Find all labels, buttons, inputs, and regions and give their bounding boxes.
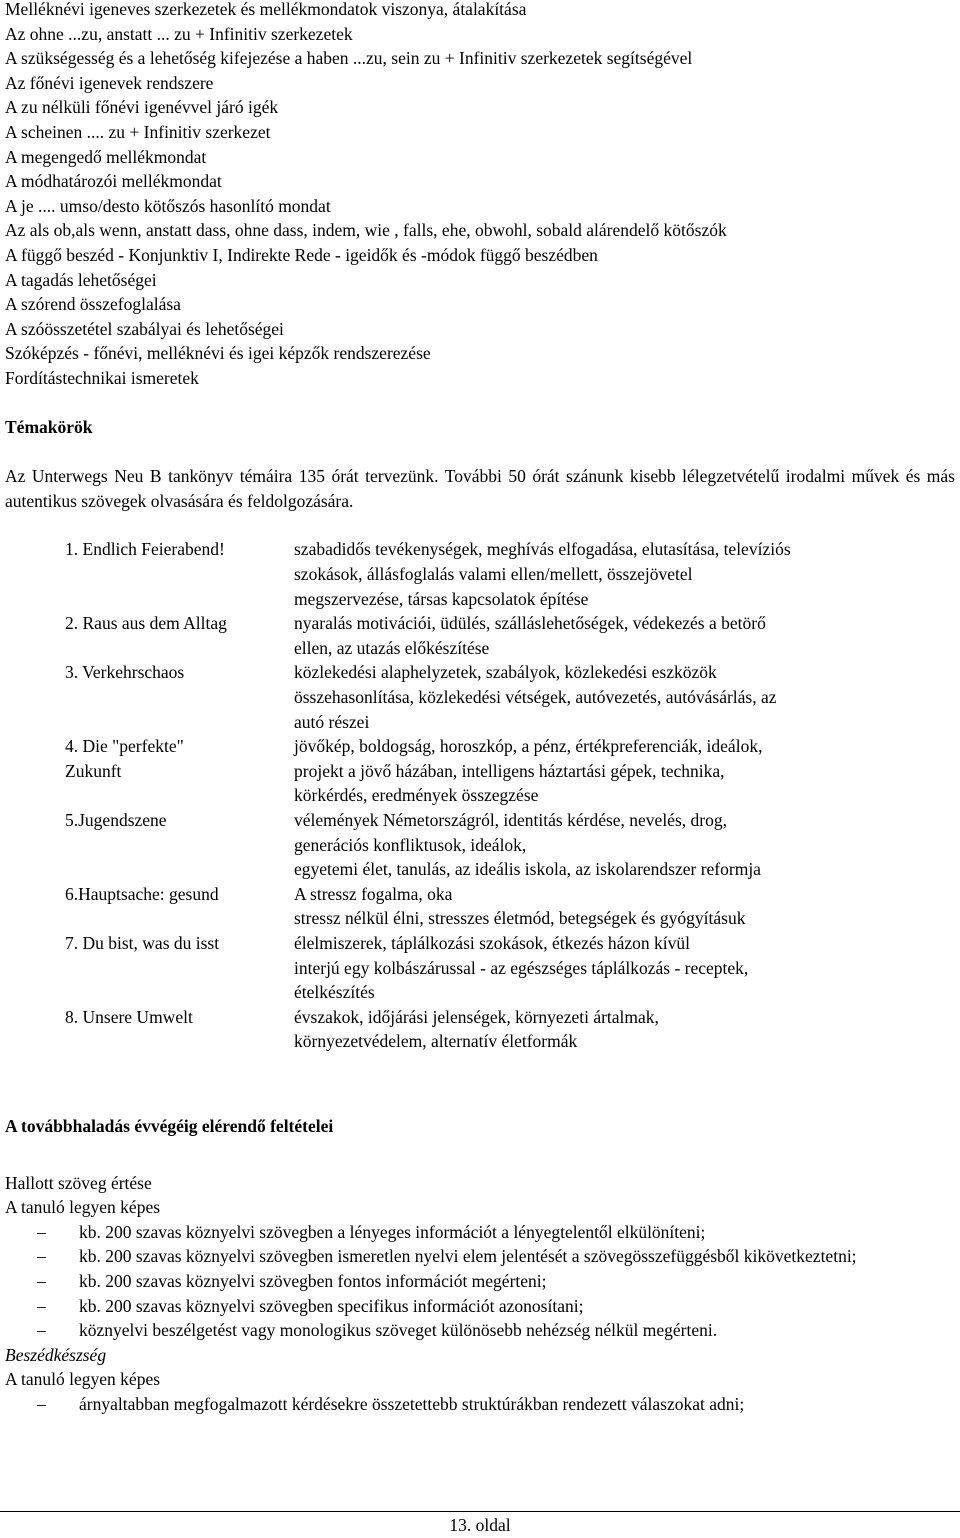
topic-row [65, 808, 955, 882]
topic-row [65, 1005, 955, 1054]
topic-row [65, 660, 955, 734]
topic-description: nyaralás motivációi, üdülés, szálláslehetőségek, védekezés a betörő ellen, az utazás előkészítése [294, 613, 766, 658]
grammar-topics-list [5, 0, 955, 391]
topic-title: 1. Endlich Feierabend! [65, 539, 225, 560]
topic-description: közlekedési alaphelyzetek, szabályok, közlekedési eszközök összehasonlítása, közlekedési vétségek, autóvezetés, autóvásárlás, az autó részei [294, 662, 777, 732]
speaking-requirements-list [5, 1392, 955, 1417]
topics-heading: Témakörök [5, 417, 93, 438]
list-item: – kb. 200 szavas köznyelvi szövegben specifikus információt azonosítani; [5, 1294, 949, 1319]
grammar-topic-line: A függő beszéd - Konjunktiv I, Indirekte Rede - igeidők és -módok függő beszédben [5, 244, 598, 265]
student-should-label: A tanuló legyen képes [5, 1197, 161, 1218]
topic-title: 3. Verkehrschaos [65, 662, 185, 683]
grammar-topic-line: Az főnévi igenevek rendszere [5, 72, 214, 93]
topic-title: 7. Du bist, was du isst [65, 932, 220, 953]
listening-label: Hallott szöveg értése [5, 1172, 152, 1193]
grammar-topic-line: Szóképzés - főnévi, melléknévi és igei képzők rendszerezése [5, 343, 431, 364]
page-number: 13. oldal [449, 1515, 511, 1535]
dash-bullet-icon: – [37, 1393, 46, 1414]
topic-description: A stressz fogalma, oka stressz nélkül élni, stresszes életmód, betegségek és gyógyításuk [294, 883, 746, 929]
grammar-topic-line: A je .... umso/desto kötőszós hasonlító mondat [5, 195, 331, 216]
topic-description: jövőkép, boldogság, horoszkóp, a pénz, értékpreferenciák, ideálok, projekt a jövő házában, intelligens háztartási gépek, technika, körkérdés, eredmények összegzése [294, 736, 763, 806]
grammar-topic-line: Az als ob,als wenn, anstatt dass, ohne dass, indem, wie , falls, ehe, obwohl, sobald alárendelő kötőszók [5, 220, 727, 241]
grammar-topic-line: Az ohne ...zu, anstatt ... zu + Infinitiv szerkezetek [5, 23, 353, 44]
dash-bullet-icon: – [37, 1246, 46, 1267]
topic-row [65, 537, 955, 611]
topic-title: 8. Unsere Umwelt [65, 1006, 193, 1027]
dash-bullet-icon: – [37, 1270, 46, 1291]
list-item: – kb. 200 szavas köznyelvi szövegben ismeretlen nyelvi elem jelentését a szövegösszefüggésből kikövetkeztetni; [5, 1244, 949, 1269]
document-page [5, 0, 955, 1416]
topic-row [65, 882, 955, 931]
list-item: – köznyelvi beszélgetést vagy monologikus szöveget különösebb nehézség nélkül megérteni. [5, 1318, 949, 1343]
grammar-topic-line: A zu nélküli főnévi igenévvel járó igék [5, 97, 279, 118]
grammar-topic-line: A módhatározói mellékmondat [5, 171, 222, 192]
listening-requirements-list [5, 1220, 955, 1343]
grammar-topic-line: A szóösszetétel szabályai és lehetőségei [5, 318, 284, 339]
topic-row [65, 734, 955, 808]
topic-description: vélemények Németországról, identitás kérdése, nevelés, drog, generációs konfliktusok, ideálok, egyetemi élet, tanulás, az ideális iskola, az iskolarendszer reformja [294, 810, 761, 880]
grammar-topic-line: A szükségesség és a lehetőség kifejezése a haben ...zu, sein zu + Infinitiv szerkezetek segítségével [5, 48, 693, 69]
list-item: – kb. 200 szavas köznyelvi szövegben a lényeges információt a lényegtelentől elkülöníteni; [5, 1220, 949, 1245]
topic-description: évszakok, időjárási jelenségek, környezeti ártalmak, környezetvédelem, alternatív életformák [294, 1006, 659, 1052]
page-footer [0, 1511, 960, 1538]
grammar-topic-line: Melléknévi igeneves szerkezetek és mellékmondatok viszonya, átalakítása [5, 0, 527, 19]
student-should-label: A tanuló legyen képes [5, 1369, 161, 1390]
list-item: – kb. 200 szavas köznyelvi szövegben fontos információt megérteni; [5, 1269, 949, 1294]
topic-row [65, 931, 955, 1005]
speaking-label: Beszédkészség [5, 1344, 107, 1365]
list-item: – árnyaltabban megfogalmazott kérdésekre összetettebb struktúrákban rendezett válaszokat adni; [5, 1392, 949, 1417]
dash-bullet-icon: – [37, 1221, 46, 1242]
grammar-topic-line: A szórend összefoglalása [5, 294, 181, 315]
grammar-topic-line: Fordítástechnikai ismeretek [5, 367, 199, 388]
grammar-topic-line: A scheinen .... zu + Infinitiv szerkezet [5, 121, 271, 142]
topic-row [65, 611, 955, 660]
topic-title: 4. Die "perfekte" Zukunft [65, 736, 184, 781]
topics-intro-paragraph: Az Unterwegs Neu B tankönyv témáira 135 órát tervezünk. További 50 órát szánunk kisebb lélegzetvételű irodalmi művek és más autentikus szövegek olvasására és feldolgozására. [5, 466, 955, 511]
dash-bullet-icon: – [37, 1320, 46, 1341]
topic-title: 2. Raus aus dem Alltag [65, 613, 227, 634]
grammar-topic-line: A tagadás lehetőségei [5, 269, 157, 290]
requirements-heading: A továbbhaladás évvégéig elérendő feltételei [5, 1115, 334, 1136]
topic-description: élelmiszerek, táplálkozási szokások, étkezés házon kívül interjú egy kolbászárussal - az egészséges táplálkozás - receptek, ételkészítés [294, 932, 749, 1003]
topic-title: 5.Jugendszene [65, 810, 167, 830]
dash-bullet-icon: – [37, 1295, 46, 1316]
topic-title: 6.Hauptsache: gesund [65, 883, 219, 904]
grammar-topic-line: A megengedő mellékmondat [5, 146, 207, 167]
topics-table [65, 537, 955, 1053]
topic-description: szabadidős tevékenységek, meghívás elfogadása, elutasítása, televíziós szokások, állásfoglalás valami ellen/mellett, összejövetel megszervezése, társas kapcsolatok építése [294, 539, 791, 609]
